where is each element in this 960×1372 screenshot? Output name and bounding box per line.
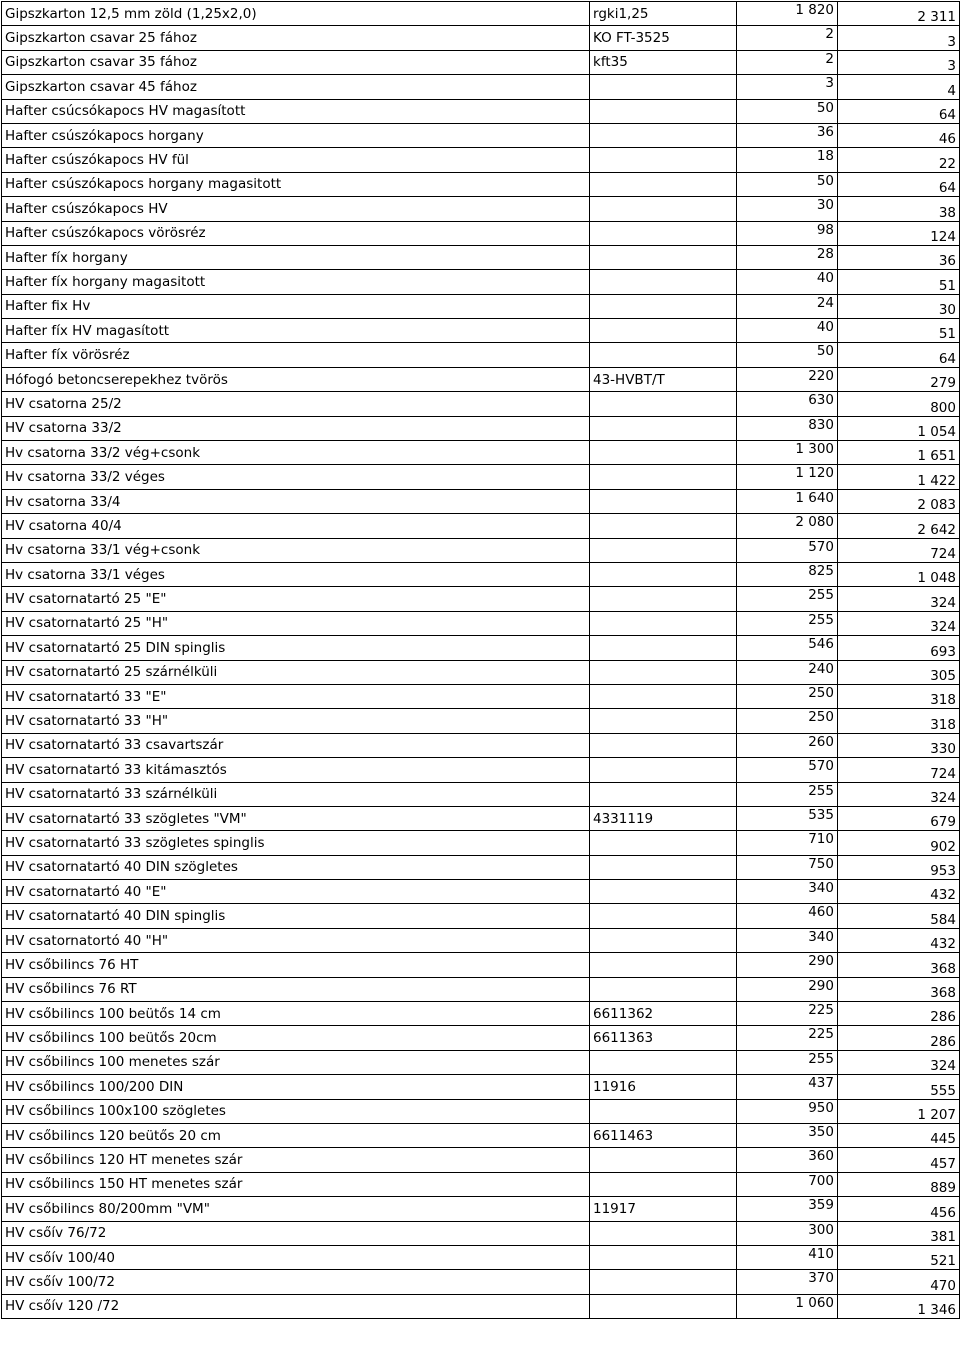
gross-price-cell: 368 <box>838 953 960 977</box>
net-price-cell: 830 <box>737 416 838 440</box>
table-row <box>2 538 960 562</box>
product-code-cell <box>590 562 737 586</box>
gross-price-cell: 456 <box>838 1197 960 1221</box>
product-code-cell <box>590 733 737 757</box>
gross-price-cell: 324 <box>838 587 960 611</box>
product-code-cell <box>590 880 737 904</box>
net-price-cell: 2 <box>737 26 838 50</box>
product-code-cell <box>590 514 737 538</box>
gross-price-cell: 470 <box>838 1270 960 1294</box>
table-row <box>2 684 960 708</box>
product-name-cell: HV csőbilincs 76 RT <box>2 977 590 1001</box>
net-price-cell: 290 <box>737 953 838 977</box>
product-code-cell <box>590 1172 737 1196</box>
product-code-cell <box>590 684 737 708</box>
table-row <box>2 1123 960 1147</box>
net-price-cell: 255 <box>737 782 838 806</box>
gross-price-cell: 953 <box>838 855 960 879</box>
product-code-cell <box>590 343 737 367</box>
net-price-cell: 535 <box>737 806 838 830</box>
gross-price-cell: 2 083 <box>838 489 960 513</box>
gross-price-cell: 1 048 <box>838 562 960 586</box>
net-price-cell: 750 <box>737 855 838 879</box>
net-price-cell: 18 <box>737 148 838 172</box>
product-name-cell: HV csatornatartó 25 "H" <box>2 611 590 635</box>
table-row <box>2 319 960 343</box>
table-row <box>2 148 960 172</box>
net-price-cell: 28 <box>737 245 838 269</box>
gross-price-cell: 1 207 <box>838 1099 960 1123</box>
product-name-cell: HV csatornatartó 33 "E" <box>2 684 590 708</box>
gross-price-cell: 1 054 <box>838 416 960 440</box>
product-name-cell: HV csatornatartó 33 szárnélküli <box>2 782 590 806</box>
net-price-cell: 2 080 <box>737 514 838 538</box>
net-price-cell: 290 <box>737 977 838 1001</box>
net-price-cell: 340 <box>737 928 838 952</box>
product-name-cell: HV csőív 76/72 <box>2 1221 590 1245</box>
net-price-cell: 300 <box>737 1221 838 1245</box>
table-row <box>2 294 960 318</box>
gross-price-cell: 286 <box>838 1026 960 1050</box>
product-code-cell: 43-HVBT/T <box>590 367 737 391</box>
gross-price-cell: 555 <box>838 1075 960 1099</box>
net-price-cell: 50 <box>737 99 838 123</box>
product-code-cell <box>590 319 737 343</box>
gross-price-cell: 724 <box>838 538 960 562</box>
table-row <box>2 50 960 74</box>
product-code-cell <box>590 1245 737 1269</box>
net-price-cell: 225 <box>737 1002 838 1026</box>
net-price-cell: 250 <box>737 684 838 708</box>
table-row <box>2 441 960 465</box>
net-price-cell: 359 <box>737 1197 838 1221</box>
product-code-cell <box>590 758 737 782</box>
product-code-cell <box>590 197 737 221</box>
table-row <box>2 587 960 611</box>
product-name-cell: Hafter csúszókapocs vörösréz <box>2 221 590 245</box>
gross-price-cell: 800 <box>838 392 960 416</box>
product-name-cell: HV csatornatartó 40 DIN spinglis <box>2 904 590 928</box>
product-code-cell <box>590 270 737 294</box>
table-row <box>2 806 960 830</box>
gross-price-cell: 1 422 <box>838 465 960 489</box>
product-name-cell: Hafter csúszókapocs HV <box>2 197 590 221</box>
product-code-cell <box>590 1148 737 1172</box>
product-code-cell <box>590 953 737 977</box>
product-name-cell: HV csatornatortó 40 "H" <box>2 928 590 952</box>
product-name-cell: HV csőbilincs 120 HT menetes szár <box>2 1148 590 1172</box>
product-code-cell <box>590 636 737 660</box>
table-row <box>2 343 960 367</box>
product-code-cell <box>590 441 737 465</box>
table-row <box>2 1270 960 1294</box>
net-price-cell: 36 <box>737 123 838 147</box>
product-name-cell: Hafter fíx horgany magasitott <box>2 270 590 294</box>
table-row <box>2 904 960 928</box>
table-row <box>2 928 960 952</box>
product-code-cell <box>590 99 737 123</box>
product-code-cell <box>590 148 737 172</box>
net-price-cell: 2 <box>737 50 838 74</box>
gross-price-cell: 330 <box>838 733 960 757</box>
gross-price-cell: 445 <box>838 1123 960 1147</box>
gross-price-cell: 889 <box>838 1172 960 1196</box>
table-row <box>2 99 960 123</box>
product-name-cell: HV csatornatartó 33 "H" <box>2 709 590 733</box>
product-code-cell <box>590 1099 737 1123</box>
product-name-cell: HV csőív 120 /72 <box>2 1294 590 1318</box>
product-code-cell <box>590 416 737 440</box>
product-name-cell: HV csőbilincs 100 beütős 20cm <box>2 1026 590 1050</box>
price-list-table <box>1 1 960 1319</box>
gross-price-cell: 1 651 <box>838 441 960 465</box>
product-code-cell <box>590 465 737 489</box>
net-price-cell: 255 <box>737 1050 838 1074</box>
net-price-cell: 250 <box>737 709 838 733</box>
net-price-cell: 370 <box>737 1270 838 1294</box>
gross-price-cell: 36 <box>838 245 960 269</box>
gross-price-cell: 4 <box>838 75 960 99</box>
net-price-cell: 340 <box>737 880 838 904</box>
product-name-cell: Hv csatorna 33/1 vég+csonk <box>2 538 590 562</box>
gross-price-cell: 1 346 <box>838 1294 960 1318</box>
product-name-cell: HV csatorna 25/2 <box>2 392 590 416</box>
gross-price-cell: 432 <box>838 928 960 952</box>
table-row <box>2 416 960 440</box>
table-row <box>2 758 960 782</box>
product-name-cell: HV csőbilincs 76 HT <box>2 953 590 977</box>
gross-price-cell: 38 <box>838 197 960 221</box>
table-row <box>2 611 960 635</box>
gross-price-cell: 46 <box>838 123 960 147</box>
table-row <box>2 636 960 660</box>
product-name-cell: Hafter csúszókapocs horgany <box>2 123 590 147</box>
table-row <box>2 514 960 538</box>
product-name-cell: Hv csatorna 33/4 <box>2 489 590 513</box>
table-row <box>2 197 960 221</box>
product-name-cell: HV csőbilincs 80/200mm "VM" <box>2 1197 590 1221</box>
product-name-cell: HV csőbilincs 100 beütős 14 cm <box>2 1002 590 1026</box>
net-price-cell: 630 <box>737 392 838 416</box>
net-price-cell: 570 <box>737 758 838 782</box>
net-price-cell: 220 <box>737 367 838 391</box>
table-row <box>2 733 960 757</box>
product-code-cell: rgki1,25 <box>590 2 737 26</box>
product-code-cell <box>590 123 737 147</box>
table-row <box>2 367 960 391</box>
product-name-cell: Gipszkarton csavar 45 fához <box>2 75 590 99</box>
product-name-cell: HV csatorna 33/2 <box>2 416 590 440</box>
table-row <box>2 1294 960 1318</box>
product-name-cell: HV csőbilincs 150 HT menetes szár <box>2 1172 590 1196</box>
product-name-cell: Hafter fíx HV magasított <box>2 319 590 343</box>
product-name-cell: HV csatornatartó 33 szögletes "VM" <box>2 806 590 830</box>
net-price-cell: 255 <box>737 587 838 611</box>
net-price-cell: 240 <box>737 660 838 684</box>
gross-price-cell: 279 <box>838 367 960 391</box>
table-row <box>2 855 960 879</box>
gross-price-cell: 318 <box>838 709 960 733</box>
table-row <box>2 1099 960 1123</box>
net-price-cell: 260 <box>737 733 838 757</box>
product-name-cell: HV csőív 100/72 <box>2 1270 590 1294</box>
product-code-cell <box>590 245 737 269</box>
product-code-cell <box>590 587 737 611</box>
net-price-cell: 950 <box>737 1099 838 1123</box>
table-row <box>2 489 960 513</box>
table-row <box>2 953 960 977</box>
net-price-cell: 40 <box>737 319 838 343</box>
product-name-cell: Gipszkarton csavar 35 fához <box>2 50 590 74</box>
gross-price-cell: 22 <box>838 148 960 172</box>
product-name-cell: HV csőív 100/40 <box>2 1245 590 1269</box>
table-row <box>2 465 960 489</box>
table-row <box>2 392 960 416</box>
table-row <box>2 221 960 245</box>
table-row <box>2 782 960 806</box>
gross-price-cell: 521 <box>838 1245 960 1269</box>
product-code-cell <box>590 660 737 684</box>
net-price-cell: 1 120 <box>737 465 838 489</box>
table-row <box>2 172 960 196</box>
table-row <box>2 709 960 733</box>
product-name-cell: HV csőbilincs 100x100 szögletes <box>2 1099 590 1123</box>
gross-price-cell: 432 <box>838 880 960 904</box>
table-row <box>2 562 960 586</box>
product-code-cell <box>590 294 737 318</box>
table-row <box>2 26 960 50</box>
product-code-cell: 6611463 <box>590 1123 737 1147</box>
product-code-cell <box>590 928 737 952</box>
product-name-cell: Hafter fix Hv <box>2 294 590 318</box>
gross-price-cell: 286 <box>838 1002 960 1026</box>
product-name-cell: Hv csatorna 33/1 véges <box>2 562 590 586</box>
product-name-cell: HV csatornatartó 40 DIN szögletes <box>2 855 590 879</box>
product-code-cell: 6611362 <box>590 1002 737 1026</box>
gross-price-cell: 724 <box>838 758 960 782</box>
net-price-cell: 50 <box>737 343 838 367</box>
net-price-cell: 24 <box>737 294 838 318</box>
net-price-cell: 570 <box>737 538 838 562</box>
table-row <box>2 2 960 26</box>
product-name-cell: Hafter csúszókapocs HV fül <box>2 148 590 172</box>
product-code-cell <box>590 489 737 513</box>
net-price-cell: 360 <box>737 1148 838 1172</box>
net-price-cell: 1 060 <box>737 1294 838 1318</box>
product-code-cell: KO FT-3525 <box>590 26 737 50</box>
product-code-cell <box>590 75 737 99</box>
table-row <box>2 1002 960 1026</box>
net-price-cell: 825 <box>737 562 838 586</box>
gross-price-cell: 324 <box>838 611 960 635</box>
gross-price-cell: 64 <box>838 343 960 367</box>
product-name-cell: HV csatornatartó 33 csavartszár <box>2 733 590 757</box>
product-code-cell <box>590 782 737 806</box>
table-row <box>2 1026 960 1050</box>
product-code-cell: 4331119 <box>590 806 737 830</box>
product-code-cell <box>590 221 737 245</box>
gross-price-cell: 584 <box>838 904 960 928</box>
net-price-cell: 410 <box>737 1245 838 1269</box>
product-name-cell: HV csatornatartó 40 "E" <box>2 880 590 904</box>
gross-price-cell: 51 <box>838 319 960 343</box>
net-price-cell: 50 <box>737 172 838 196</box>
price-list-body <box>2 2 960 1319</box>
table-row <box>2 1148 960 1172</box>
product-code-cell: kft35 <box>590 50 737 74</box>
product-name-cell: HV csatornatartó 33 kitámasztós <box>2 758 590 782</box>
gross-price-cell: 51 <box>838 270 960 294</box>
gross-price-cell: 64 <box>838 99 960 123</box>
table-row <box>2 245 960 269</box>
table-row <box>2 1221 960 1245</box>
net-price-cell: 460 <box>737 904 838 928</box>
product-name-cell: HV csatornatartó 25 DIN spinglis <box>2 636 590 660</box>
table-row <box>2 123 960 147</box>
gross-price-cell: 124 <box>838 221 960 245</box>
net-price-cell: 710 <box>737 831 838 855</box>
product-name-cell: HV csatornatartó 33 szögletes spinglis <box>2 831 590 855</box>
product-name-cell: Gipszkarton 12,5 mm zöld (1,25x2,0) <box>2 2 590 26</box>
product-code-cell: 11916 <box>590 1075 737 1099</box>
net-price-cell: 30 <box>737 197 838 221</box>
product-code-cell <box>590 1270 737 1294</box>
product-code-cell <box>590 709 737 733</box>
product-code-cell: 11917 <box>590 1197 737 1221</box>
gross-price-cell: 381 <box>838 1221 960 1245</box>
product-code-cell <box>590 977 737 1001</box>
product-name-cell: HV csatorna 40/4 <box>2 514 590 538</box>
gross-price-cell: 3 <box>838 50 960 74</box>
product-name-cell: Hafter fíx vörösréz <box>2 343 590 367</box>
table-row <box>2 1245 960 1269</box>
product-name-cell: Hv csatorna 33/2 véges <box>2 465 590 489</box>
table-row <box>2 1197 960 1221</box>
table-row <box>2 75 960 99</box>
product-code-cell <box>590 1050 737 1074</box>
net-price-cell: 437 <box>737 1075 838 1099</box>
gross-price-cell: 324 <box>838 782 960 806</box>
gross-price-cell: 318 <box>838 684 960 708</box>
product-name-cell: HV csőbilincs 120 beütős 20 cm <box>2 1123 590 1147</box>
gross-price-cell: 693 <box>838 636 960 660</box>
gross-price-cell: 457 <box>838 1148 960 1172</box>
net-price-cell: 1 820 <box>737 2 838 26</box>
net-price-cell: 98 <box>737 221 838 245</box>
net-price-cell: 350 <box>737 1123 838 1147</box>
product-name-cell: Hv csatorna 33/2 vég+csonk <box>2 441 590 465</box>
table-row <box>2 1050 960 1074</box>
table-row <box>2 1075 960 1099</box>
table-row <box>2 1172 960 1196</box>
gross-price-cell: 64 <box>838 172 960 196</box>
product-name-cell: HV csőbilincs 100 menetes szár <box>2 1050 590 1074</box>
gross-price-cell: 2 642 <box>838 514 960 538</box>
table-row <box>2 977 960 1001</box>
product-name-cell: Hafter csúcsókapocs HV magasított <box>2 99 590 123</box>
product-code-cell <box>590 172 737 196</box>
net-price-cell: 40 <box>737 270 838 294</box>
net-price-cell: 1 300 <box>737 441 838 465</box>
net-price-cell: 546 <box>737 636 838 660</box>
gross-price-cell: 3 <box>838 26 960 50</box>
table-row <box>2 880 960 904</box>
product-code-cell: 6611363 <box>590 1026 737 1050</box>
net-price-cell: 3 <box>737 75 838 99</box>
product-code-cell <box>590 1294 737 1318</box>
product-code-cell <box>590 611 737 635</box>
net-price-cell: 225 <box>737 1026 838 1050</box>
product-name-cell: Hafter csúszókapocs horgany magasitott <box>2 172 590 196</box>
product-code-cell <box>590 855 737 879</box>
product-name-cell: HV csatornatartó 25 szárnélküli <box>2 660 590 684</box>
gross-price-cell: 2 311 <box>838 2 960 26</box>
product-code-cell <box>590 538 737 562</box>
product-code-cell <box>590 904 737 928</box>
gross-price-cell: 324 <box>838 1050 960 1074</box>
net-price-cell: 700 <box>737 1172 838 1196</box>
gross-price-cell: 679 <box>838 806 960 830</box>
product-name-cell: Hófogó betoncserepekhez tvörös <box>2 367 590 391</box>
table-row <box>2 270 960 294</box>
product-name-cell: HV csatornatartó 25 "E" <box>2 587 590 611</box>
net-price-cell: 1 640 <box>737 489 838 513</box>
gross-price-cell: 305 <box>838 660 960 684</box>
product-code-cell <box>590 1221 737 1245</box>
gross-price-cell: 368 <box>838 977 960 1001</box>
product-code-cell <box>590 831 737 855</box>
product-code-cell <box>590 392 737 416</box>
product-name-cell: Hafter fíx horgany <box>2 245 590 269</box>
net-price-cell: 255 <box>737 611 838 635</box>
product-name-cell: HV csőbilincs 100/200 DIN <box>2 1075 590 1099</box>
gross-price-cell: 902 <box>838 831 960 855</box>
product-name-cell: Gipszkarton csavar 25 fához <box>2 26 590 50</box>
table-row <box>2 660 960 684</box>
gross-price-cell: 30 <box>838 294 960 318</box>
table-row <box>2 831 960 855</box>
